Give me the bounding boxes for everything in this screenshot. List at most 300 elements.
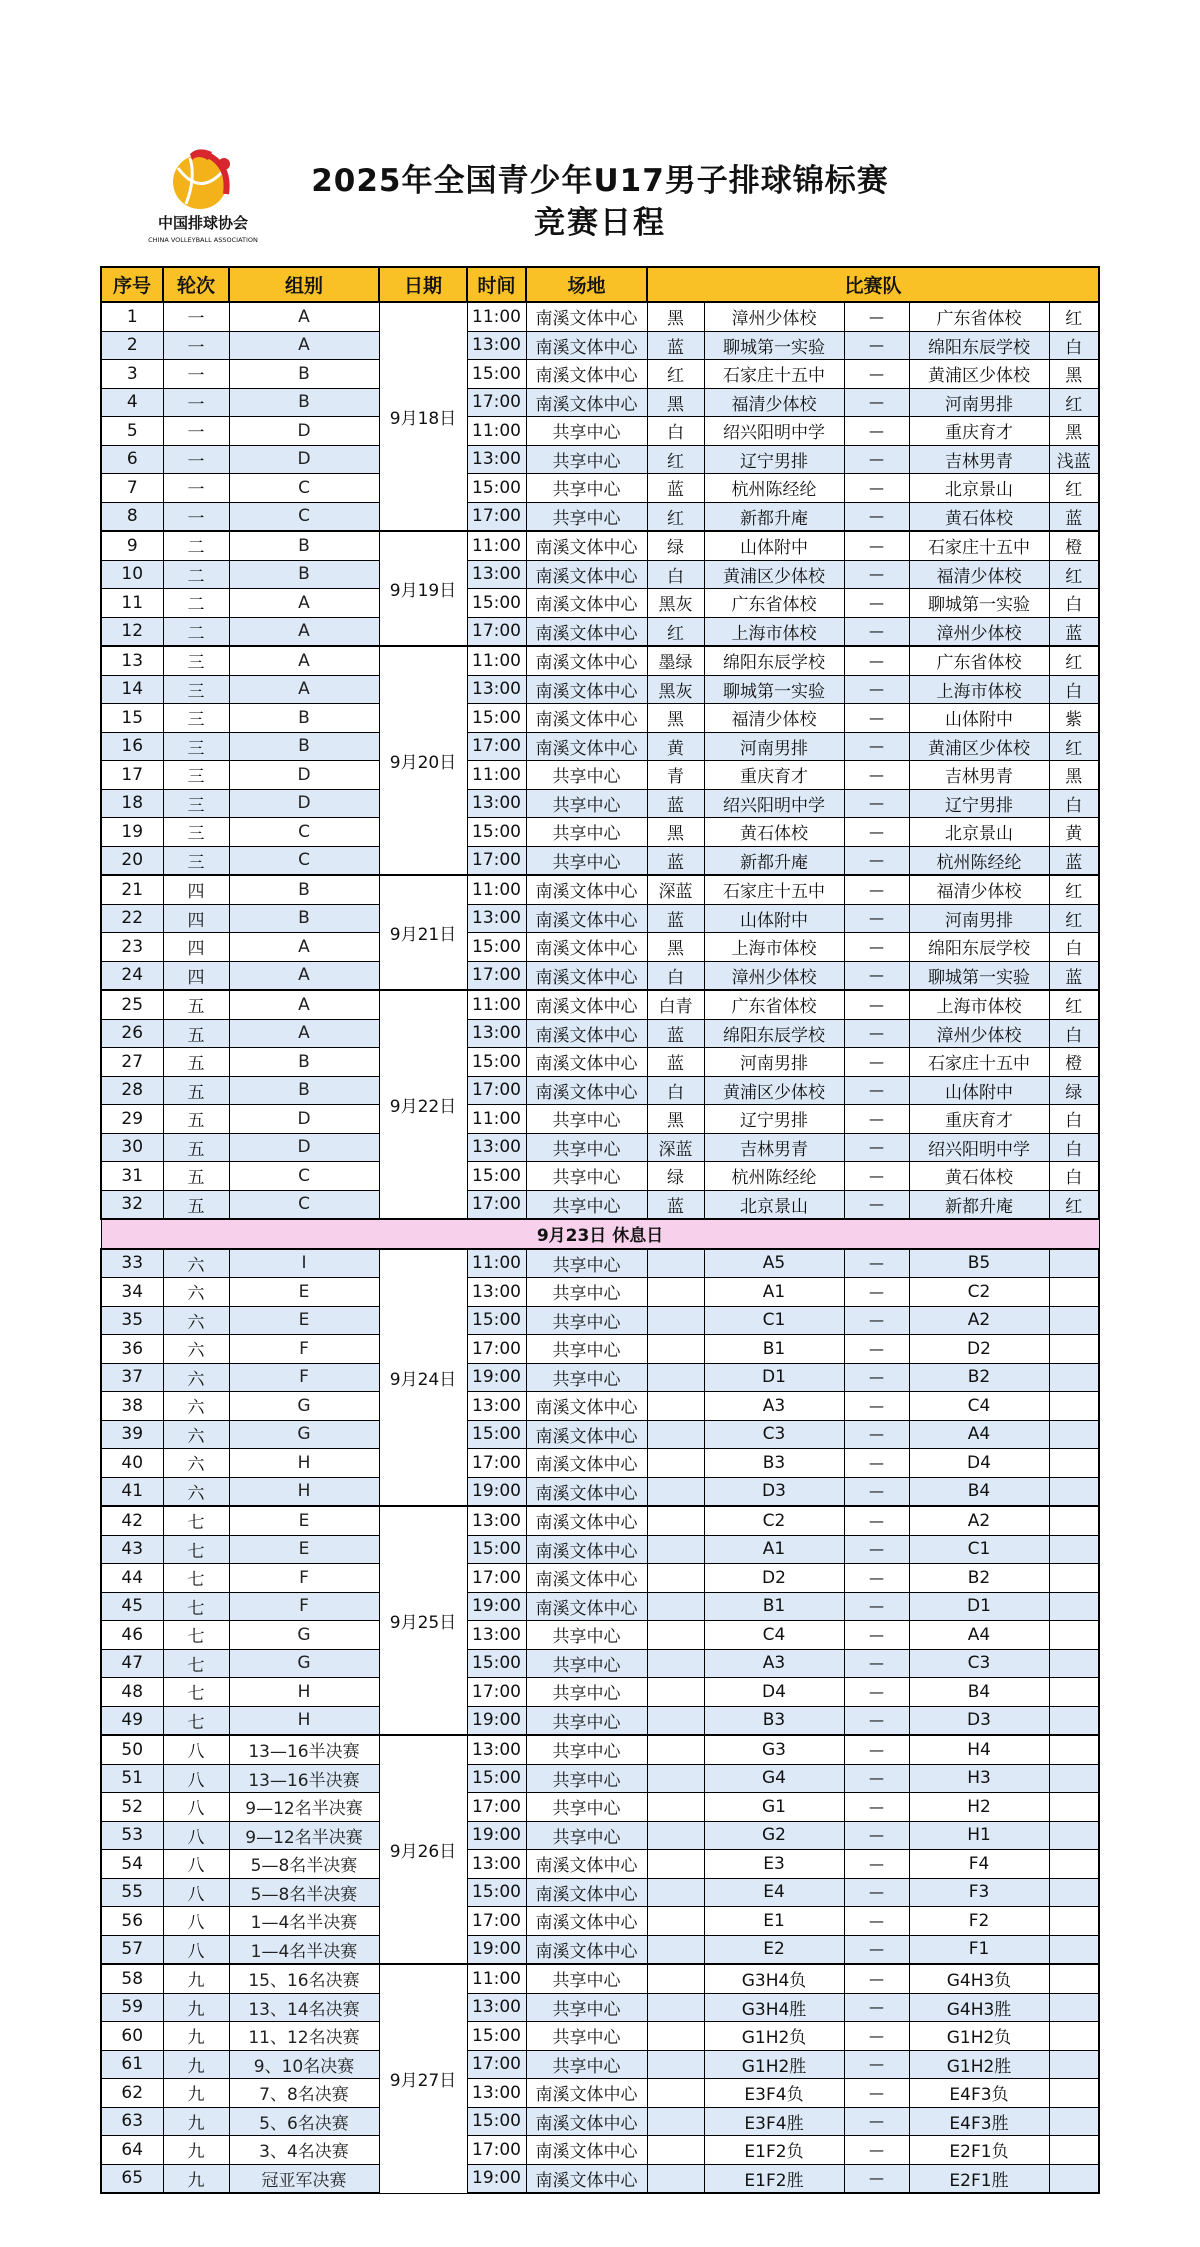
round: 五	[163, 1019, 229, 1048]
team-a: 绍兴阳明中学	[704, 417, 844, 446]
match-number: 10	[101, 560, 163, 589]
team-a-color	[647, 1993, 704, 2022]
team-a: G3	[704, 1735, 844, 1764]
team-a-color	[647, 1706, 704, 1735]
venue: 共享中心	[526, 1735, 647, 1764]
round: 六	[163, 1420, 229, 1449]
venue: 共享中心	[526, 1621, 647, 1650]
team-b: H1	[909, 1821, 1049, 1850]
round: 四	[163, 933, 229, 962]
table-row	[101, 2022, 1099, 2051]
round: 七	[163, 1621, 229, 1650]
match-number: 41	[101, 1477, 163, 1506]
time: 13:00	[467, 331, 526, 360]
time: 15:00	[467, 1535, 526, 1564]
vs-dash: —	[844, 1935, 909, 1964]
header-date: 日期	[379, 267, 467, 302]
venue: 南溪文体中心	[526, 2107, 647, 2136]
team-a: 新都升庵	[704, 502, 844, 531]
team-b-color: 黄	[1049, 818, 1099, 847]
team-b-color	[1049, 1477, 1099, 1506]
team-a: 山体附中	[704, 904, 844, 933]
team-b-color	[1049, 1392, 1099, 1421]
round: 九	[163, 1964, 229, 1993]
group: H	[229, 1449, 379, 1478]
team-b: C2	[909, 1278, 1049, 1307]
group: A	[229, 1019, 379, 1048]
group: C	[229, 474, 379, 503]
team-a: G3H4胜	[704, 1993, 844, 2022]
venue: 共享中心	[526, 2022, 647, 2051]
venue: 南溪文体中心	[526, 1019, 647, 1048]
page-subtitle: 竞赛日程	[534, 205, 666, 241]
team-b-color: 绿	[1049, 1076, 1099, 1105]
match-number: 23	[101, 933, 163, 962]
venue: 南溪文体中心	[526, 1048, 647, 1077]
team-a-color: 蓝	[647, 1190, 704, 1219]
match-number: 32	[101, 1190, 163, 1219]
vs-dash: —	[844, 1649, 909, 1678]
team-a: 吉林男青	[704, 1133, 844, 1162]
time: 13:00	[467, 560, 526, 589]
match-number: 58	[101, 1964, 163, 1993]
group: A	[229, 302, 379, 331]
group: D	[229, 1105, 379, 1134]
team-b-color: 紫	[1049, 704, 1099, 733]
group: 1—4名半决赛	[229, 1935, 379, 1964]
team-a: 黄石体校	[704, 818, 844, 847]
team-b: 广东省体校	[909, 646, 1049, 675]
venue: 共享中心	[526, 474, 647, 503]
table-row	[101, 2050, 1099, 2079]
team-a-color	[647, 1678, 704, 1707]
group: 13、14名决赛	[229, 1993, 379, 2022]
team-a-color	[647, 1477, 704, 1506]
team-b-color: 红	[1049, 474, 1099, 503]
venue: 共享中心	[526, 818, 647, 847]
team-b-color: 白	[1049, 675, 1099, 704]
team-b-color: 白	[1049, 331, 1099, 360]
team-a: B1	[704, 1592, 844, 1621]
vs-dash: —	[844, 1190, 909, 1219]
time: 17:00	[467, 846, 526, 875]
table-row	[101, 388, 1099, 417]
table-row	[101, 846, 1099, 875]
venue: 南溪文体中心	[526, 1535, 647, 1564]
team-a-color	[647, 1278, 704, 1307]
team-b: 辽宁男排	[909, 789, 1049, 818]
match-number: 63	[101, 2107, 163, 2136]
vs-dash: —	[844, 1706, 909, 1735]
round: 八	[163, 1850, 229, 1879]
team-a: 黄浦区少体校	[704, 560, 844, 589]
time: 15:00	[467, 704, 526, 733]
team-a: 绵阳东辰学校	[704, 646, 844, 675]
team-a-color: 墨绿	[647, 646, 704, 675]
match-number: 19	[101, 818, 163, 847]
time: 19:00	[467, 1706, 526, 1735]
team-b-color	[1049, 1592, 1099, 1621]
team-a: G1H2负	[704, 2022, 844, 2051]
venue: 共享中心	[526, 1306, 647, 1335]
time: 19:00	[467, 1477, 526, 1506]
team-a-color: 蓝	[647, 846, 704, 875]
vs-dash: —	[844, 2022, 909, 2051]
team-a-color	[647, 1363, 704, 1392]
team-b-color	[1049, 1535, 1099, 1564]
team-b-color: 红	[1049, 388, 1099, 417]
team-a: A3	[704, 1392, 844, 1421]
group: B	[229, 732, 379, 761]
match-number: 16	[101, 732, 163, 761]
team-b-color	[1049, 2022, 1099, 2051]
team-a: G1H2胜	[704, 2050, 844, 2079]
round: 五	[163, 1048, 229, 1077]
venue: 共享中心	[526, 1821, 647, 1850]
match-number: 43	[101, 1535, 163, 1564]
date-cell: 9月19日	[379, 531, 467, 646]
round: 三	[163, 846, 229, 875]
table-row	[101, 589, 1099, 618]
round: 一	[163, 445, 229, 474]
round: 一	[163, 474, 229, 503]
match-number: 40	[101, 1449, 163, 1478]
team-b: 河南男排	[909, 388, 1049, 417]
vs-dash: —	[844, 1564, 909, 1593]
team-a-color	[647, 1535, 704, 1564]
vs-dash: —	[844, 675, 909, 704]
round: 六	[163, 1278, 229, 1307]
group: B	[229, 560, 379, 589]
time: 13:00	[467, 1850, 526, 1879]
round: 三	[163, 789, 229, 818]
team-a-color: 红	[647, 360, 704, 389]
team-b-color	[1049, 1420, 1099, 1449]
date-cell: 9月21日	[379, 875, 467, 990]
team-b-color	[1049, 1649, 1099, 1678]
venue: 共享中心	[526, 1649, 647, 1678]
match-number: 21	[101, 875, 163, 904]
vs-dash: —	[844, 360, 909, 389]
time: 15:00	[467, 2022, 526, 2051]
venue: 南溪文体中心	[526, 875, 647, 904]
venue: 共享中心	[526, 1190, 647, 1219]
round: 七	[163, 1706, 229, 1735]
team-b-color: 蓝	[1049, 961, 1099, 990]
vs-dash: —	[844, 818, 909, 847]
match-number: 36	[101, 1335, 163, 1364]
group: B	[229, 1076, 379, 1105]
round: 五	[163, 1076, 229, 1105]
team-b: E2F1胜	[909, 2164, 1049, 2193]
team-b-color: 橙	[1049, 531, 1099, 560]
vs-dash: —	[844, 417, 909, 446]
table-row	[101, 502, 1099, 531]
table-row	[101, 1935, 1099, 1964]
team-a-color: 白	[647, 560, 704, 589]
group: 5—8名半决赛	[229, 1878, 379, 1907]
team-a: 河南男排	[704, 732, 844, 761]
team-b-color	[1049, 2136, 1099, 2165]
vs-dash: —	[844, 1735, 909, 1764]
group: C	[229, 846, 379, 875]
team-a: 聊城第一实验	[704, 331, 844, 360]
group: A	[229, 646, 379, 675]
team-a-color	[647, 1506, 704, 1535]
table-row	[101, 1964, 1099, 1993]
team-b-color	[1049, 1793, 1099, 1822]
team-a-color	[647, 2050, 704, 2079]
team-a: 上海市体校	[704, 933, 844, 962]
time: 13:00	[467, 789, 526, 818]
table-row	[101, 1535, 1099, 1564]
venue: 南溪文体中心	[526, 560, 647, 589]
table-row	[101, 961, 1099, 990]
round: 七	[163, 1592, 229, 1621]
round: 七	[163, 1649, 229, 1678]
venue: 南溪文体中心	[526, 1907, 647, 1936]
vs-dash: —	[844, 560, 909, 589]
match-number: 45	[101, 1592, 163, 1621]
time: 13:00	[467, 1735, 526, 1764]
group: E	[229, 1278, 379, 1307]
team-a-color: 蓝	[647, 331, 704, 360]
team-a-color	[647, 1306, 704, 1335]
team-a: E2	[704, 1935, 844, 1964]
match-number: 33	[101, 1249, 163, 1278]
team-b: A2	[909, 1506, 1049, 1535]
team-b: F4	[909, 1850, 1049, 1879]
match-number: 42	[101, 1506, 163, 1535]
header-time: 时间	[467, 267, 526, 302]
vs-dash: —	[844, 1506, 909, 1535]
match-number: 9	[101, 531, 163, 560]
team-a-color	[647, 2136, 704, 2165]
team-a-color	[647, 2107, 704, 2136]
team-b: F2	[909, 1907, 1049, 1936]
match-number: 17	[101, 761, 163, 790]
round: 一	[163, 417, 229, 446]
team-a-color	[647, 2022, 704, 2051]
team-b-color: 红	[1049, 904, 1099, 933]
round: 九	[163, 2050, 229, 2079]
round: 三	[163, 761, 229, 790]
team-a-color	[647, 1907, 704, 1936]
venue: 共享中心	[526, 1964, 647, 1993]
team-a-color: 白	[647, 961, 704, 990]
vs-dash: —	[844, 2107, 909, 2136]
team-a-color	[647, 1621, 704, 1650]
table-row	[101, 1821, 1099, 1850]
team-b-color: 白	[1049, 789, 1099, 818]
table-row	[101, 1706, 1099, 1735]
group: E	[229, 1306, 379, 1335]
group: C	[229, 1190, 379, 1219]
round: 二	[163, 531, 229, 560]
round: 四	[163, 875, 229, 904]
table-row	[101, 904, 1099, 933]
team-b: A4	[909, 1420, 1049, 1449]
team-b: 福清少体校	[909, 875, 1049, 904]
team-a-color: 黑	[647, 704, 704, 733]
team-a-color: 蓝	[647, 789, 704, 818]
match-number: 49	[101, 1706, 163, 1735]
team-a: B1	[704, 1335, 844, 1364]
group: H	[229, 1477, 379, 1506]
group: F	[229, 1335, 379, 1364]
vs-dash: —	[844, 2136, 909, 2165]
header-teams: 比赛队	[647, 267, 1099, 302]
match-number: 55	[101, 1878, 163, 1907]
round: 九	[163, 2164, 229, 2193]
team-a-color: 绿	[647, 531, 704, 560]
round: 三	[163, 675, 229, 704]
team-b-color	[1049, 1964, 1099, 1993]
table-row	[101, 761, 1099, 790]
group: 3、4名决赛	[229, 2136, 379, 2165]
match-number: 15	[101, 704, 163, 733]
table-row	[101, 1420, 1099, 1449]
venue: 共享中心	[526, 789, 647, 818]
match-number: 28	[101, 1076, 163, 1105]
match-number: 54	[101, 1850, 163, 1879]
table-row	[101, 1477, 1099, 1506]
team-a: C4	[704, 1621, 844, 1650]
team-a-color	[647, 1564, 704, 1593]
team-b-color: 红	[1049, 875, 1099, 904]
match-number: 57	[101, 1935, 163, 1964]
table-row	[101, 1190, 1099, 1219]
round: 八	[163, 1935, 229, 1964]
match-number: 56	[101, 1907, 163, 1936]
team-a: 绍兴阳明中学	[704, 789, 844, 818]
table-row	[101, 2107, 1099, 2136]
round: 九	[163, 1993, 229, 2022]
time: 19:00	[467, 1935, 526, 1964]
round: 九	[163, 2079, 229, 2108]
time: 15:00	[467, 2107, 526, 2136]
table-row	[101, 1162, 1099, 1191]
time: 13:00	[467, 1392, 526, 1421]
team-b-color: 白	[1049, 1105, 1099, 1134]
team-a: D3	[704, 1477, 844, 1506]
table-row	[101, 302, 1099, 331]
match-number: 29	[101, 1105, 163, 1134]
time: 11:00	[467, 417, 526, 446]
team-b: D3	[909, 1706, 1049, 1735]
vs-dash: —	[844, 1592, 909, 1621]
team-b: 黄浦区少体校	[909, 360, 1049, 389]
time: 13:00	[467, 2079, 526, 2108]
team-a-color	[647, 1335, 704, 1364]
venue: 共享中心	[526, 761, 647, 790]
team-a: A3	[704, 1649, 844, 1678]
vs-dash: —	[844, 789, 909, 818]
team-a: E3F4负	[704, 2079, 844, 2108]
venue: 南溪文体中心	[526, 1477, 647, 1506]
group: D	[229, 417, 379, 446]
table-row	[101, 1105, 1099, 1134]
time: 15:00	[467, 1878, 526, 1907]
vs-dash: —	[844, 875, 909, 904]
table-row	[101, 1850, 1099, 1879]
team-a: C1	[704, 1306, 844, 1335]
match-number: 53	[101, 1821, 163, 1850]
group: A	[229, 961, 379, 990]
match-number: 30	[101, 1133, 163, 1162]
vs-dash: —	[844, 933, 909, 962]
team-a: A1	[704, 1278, 844, 1307]
time: 15:00	[467, 360, 526, 389]
table-row	[101, 474, 1099, 503]
team-b: 广东省体校	[909, 302, 1049, 331]
team-b-color: 白	[1049, 1019, 1099, 1048]
venue: 南溪文体中心	[526, 1878, 647, 1907]
team-a-color	[647, 1735, 704, 1764]
team-b-color	[1049, 1878, 1099, 1907]
team-a-color	[647, 2164, 704, 2193]
round: 一	[163, 302, 229, 331]
time: 17:00	[467, 1907, 526, 1936]
team-b-color	[1049, 1907, 1099, 1936]
team-b: 杭州陈经纶	[909, 846, 1049, 875]
table-row	[101, 560, 1099, 589]
vs-dash: —	[844, 531, 909, 560]
venue: 南溪文体中心	[526, 675, 647, 704]
group: G	[229, 1420, 379, 1449]
team-b-color: 黑	[1049, 360, 1099, 389]
table-row	[101, 1993, 1099, 2022]
group: 1—4名半决赛	[229, 1907, 379, 1936]
table-row	[101, 1133, 1099, 1162]
team-a-color: 黑	[647, 933, 704, 962]
time: 17:00	[467, 1793, 526, 1822]
team-a: D1	[704, 1363, 844, 1392]
round: 三	[163, 704, 229, 733]
match-number: 4	[101, 388, 163, 417]
match-number: 14	[101, 675, 163, 704]
time: 15:00	[467, 1306, 526, 1335]
group: F	[229, 1564, 379, 1593]
round: 五	[163, 1190, 229, 1219]
venue: 共享中心	[526, 1133, 647, 1162]
team-b-color	[1049, 1249, 1099, 1278]
time: 17:00	[467, 1076, 526, 1105]
team-a: E3	[704, 1850, 844, 1879]
team-b: C3	[909, 1649, 1049, 1678]
table-row	[101, 360, 1099, 389]
group: A	[229, 589, 379, 618]
time: 17:00	[467, 502, 526, 531]
time: 15:00	[467, 474, 526, 503]
group: G	[229, 1649, 379, 1678]
group: 9—12名半决赛	[229, 1793, 379, 1822]
table-row	[101, 1735, 1099, 1764]
team-b-color: 红	[1049, 646, 1099, 675]
time: 17:00	[467, 1678, 526, 1707]
time: 13:00	[467, 1019, 526, 1048]
header-group: 组别	[229, 267, 379, 302]
team-b-color	[1049, 1821, 1099, 1850]
team-b: 黄浦区少体校	[909, 732, 1049, 761]
header-round: 轮次	[163, 267, 229, 302]
table-row	[101, 1678, 1099, 1707]
venue: 共享中心	[526, 1764, 647, 1793]
team-a-color: 红	[647, 502, 704, 531]
vs-dash: —	[844, 846, 909, 875]
time: 13:00	[467, 675, 526, 704]
team-b: H3	[909, 1764, 1049, 1793]
